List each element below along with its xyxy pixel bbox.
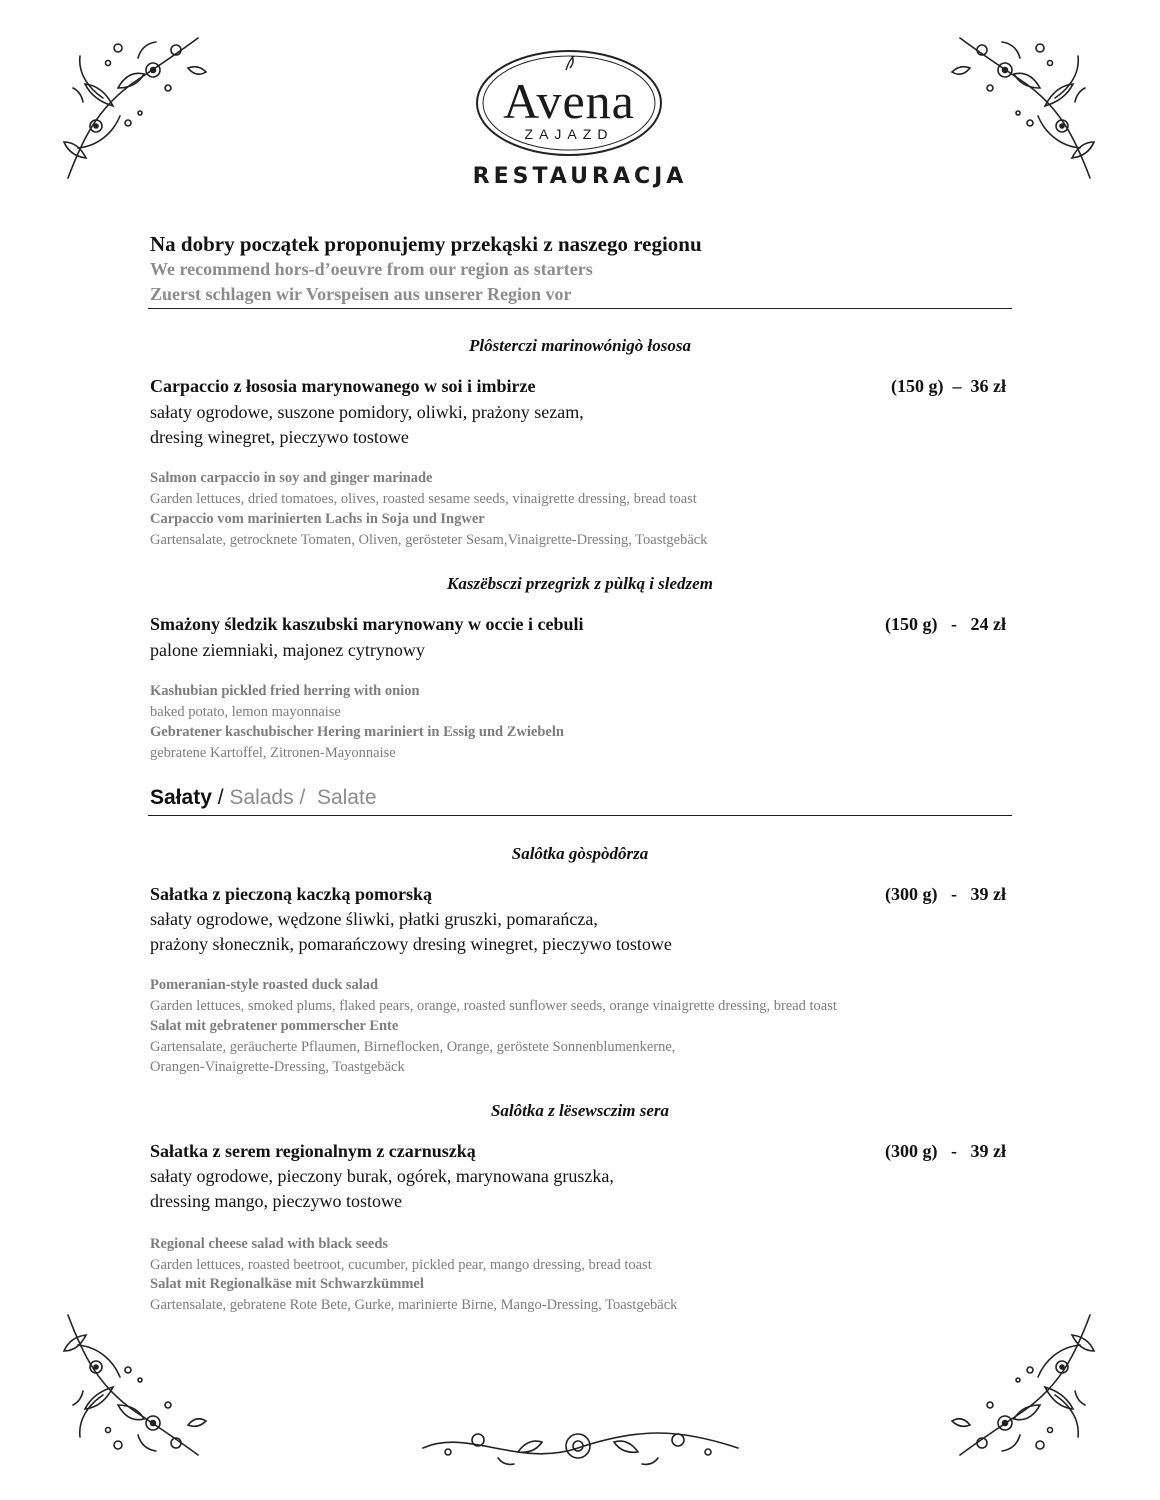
dish-name: Carpaccio z łososia marynowanego w soi i imbirze — [150, 376, 536, 396]
floral-ornament-bottom-left-icon — [58, 1305, 208, 1465]
dish-title-en: Pomeranian-style roasted duck salad — [150, 977, 379, 993]
dish-title-de: Salat mit Regionalkäse mit Schwarzkümmel — [150, 1276, 424, 1292]
logo — [474, 48, 664, 158]
dish-description: sałaty ogrodowe, pieczony burak, ogórek, marynowana gruszka, dressing mango, pieczywo tostowe — [150, 1166, 614, 1211]
dish-description-en: baked potato, lemon mayonnaise — [150, 704, 341, 720]
restaurant-subtitle: RESTAURACJA — [472, 164, 688, 189]
dish-price: (300 g) - 39 zł — [885, 1141, 1006, 1161]
salads-heading-separator: / — [211, 786, 230, 809]
floral-ornament-top-left-icon — [58, 28, 208, 188]
dish-name: Sałatka z serem regionalnym z czarnuszką — [150, 1141, 476, 1161]
dish-title-en: Regional cheese salad with black seeds — [150, 1236, 389, 1252]
starters-heading-pl: Na dobry początek proponujemy przekąski z naszego regionu — [150, 232, 702, 256]
dish-name: Smażony śledzik kaszubski marynowany w occie i cebuli — [150, 614, 584, 634]
divider — [148, 815, 1012, 816]
dish-title-de: Gebratener kaschubischer Hering mariniert in Essig und Zwiebeln — [150, 724, 564, 740]
dish-price: (300 g) - 39 zł — [885, 884, 1006, 904]
dish-region-title: Plôsterczi marinowónigò łososa — [469, 336, 691, 355]
dish-title-de: Salat mit gebratener pommerscher Ente — [150, 1018, 399, 1034]
dish-description-en: Garden lettuces, roasted beetroot, cucumber, pickled pear, mango dressing, bread toast — [150, 1257, 652, 1273]
dish-description: sałaty ogrodowe, suszone pomidory, oliwki, prażony sezam, dresing winegret, pieczywo tostowe — [150, 402, 584, 447]
salads-heading-en: Salads — [229, 786, 294, 809]
dish-title-en: Kashubian pickled fried herring with onion — [150, 683, 420, 699]
dish-description-de: Gartensalate, gebratene Rote Bete, Gurke, marinierte Birne, Mango-Dressing, Toastgebäck — [150, 1297, 678, 1313]
floral-ornament-bottom-right-icon — [950, 1305, 1100, 1465]
dish-description-de: Gartensalate, getrocknete Tomaten, Oliven, gerösteter Sesam,Vinaigrette-Dressing, Toastgebäck — [150, 532, 708, 548]
dish-region-title: Salôtka gòspòdôrza — [511, 844, 649, 863]
salads-heading-separator: / — [293, 786, 317, 809]
logo-sub: ZAJAZD — [524, 126, 614, 142]
dish-description-de: gebratene Kartoffel, Zitronen-Mayonnaise — [150, 745, 396, 761]
dish-description-en: Garden lettuces, dried tomatoes, olives, roasted sesame seeds, vinaigrette dressing, bread toast — [150, 491, 697, 507]
dish-description: palone ziemniaki, majonez cytrynowy — [150, 640, 425, 660]
dish-title-de: Carpaccio vom marinierten Lachs in Soja und Ingwer — [150, 511, 485, 527]
dish-description: sałaty ogrodowe, wędzone śliwki, płatki gruszki, pomarańcza, prażony słonecznik, pomarańczowy dresing winegret, pieczywo tostowe — [150, 909, 672, 954]
starters-heading-de: Zuerst schlagen wir Vorspeisen aus unserer Region vor — [150, 284, 572, 304]
dish-price: (150 g) – 36 zł — [891, 376, 1006, 396]
dish-title-en: Salmon carpaccio in soy and ginger marinade — [150, 470, 433, 486]
floral-ornament-top-right-icon — [950, 28, 1100, 188]
dish-description-en: Garden lettuces, smoked plums, flaked pears, orange, roasted sunflower seeds, orange vinaigrette dressing, bread toast — [150, 998, 837, 1014]
starters-heading-en: We recommend hors-d’oeuvre from our region as starters — [150, 259, 593, 279]
salads-heading-de: Salate — [316, 786, 377, 809]
divider — [148, 308, 1012, 309]
floral-ornament-bottom-center-icon — [418, 1418, 743, 1478]
dish-region-title: Kaszëbsczi przegrizk z pùlką i sledzem — [447, 574, 713, 593]
dish-region-title: Salôtka z lësewsczim sera — [490, 1101, 670, 1120]
salads-heading — [150, 786, 377, 810]
logo-name: Avena — [503, 73, 635, 129]
dish-price: (150 g) - 24 zł — [885, 614, 1006, 634]
dish-description-de: Gartensalate, geräucherte Pflaumen, Birneflocken, Orange, geröstete Sonnenblumenkerne, Orangen-Vinaigrette-Dressing, Toastgebäck — [150, 1039, 676, 1075]
salads-heading-pl: Sałaty — [150, 786, 212, 809]
dish-name: Sałatka z pieczoną kaczką pomorską — [150, 884, 433, 904]
